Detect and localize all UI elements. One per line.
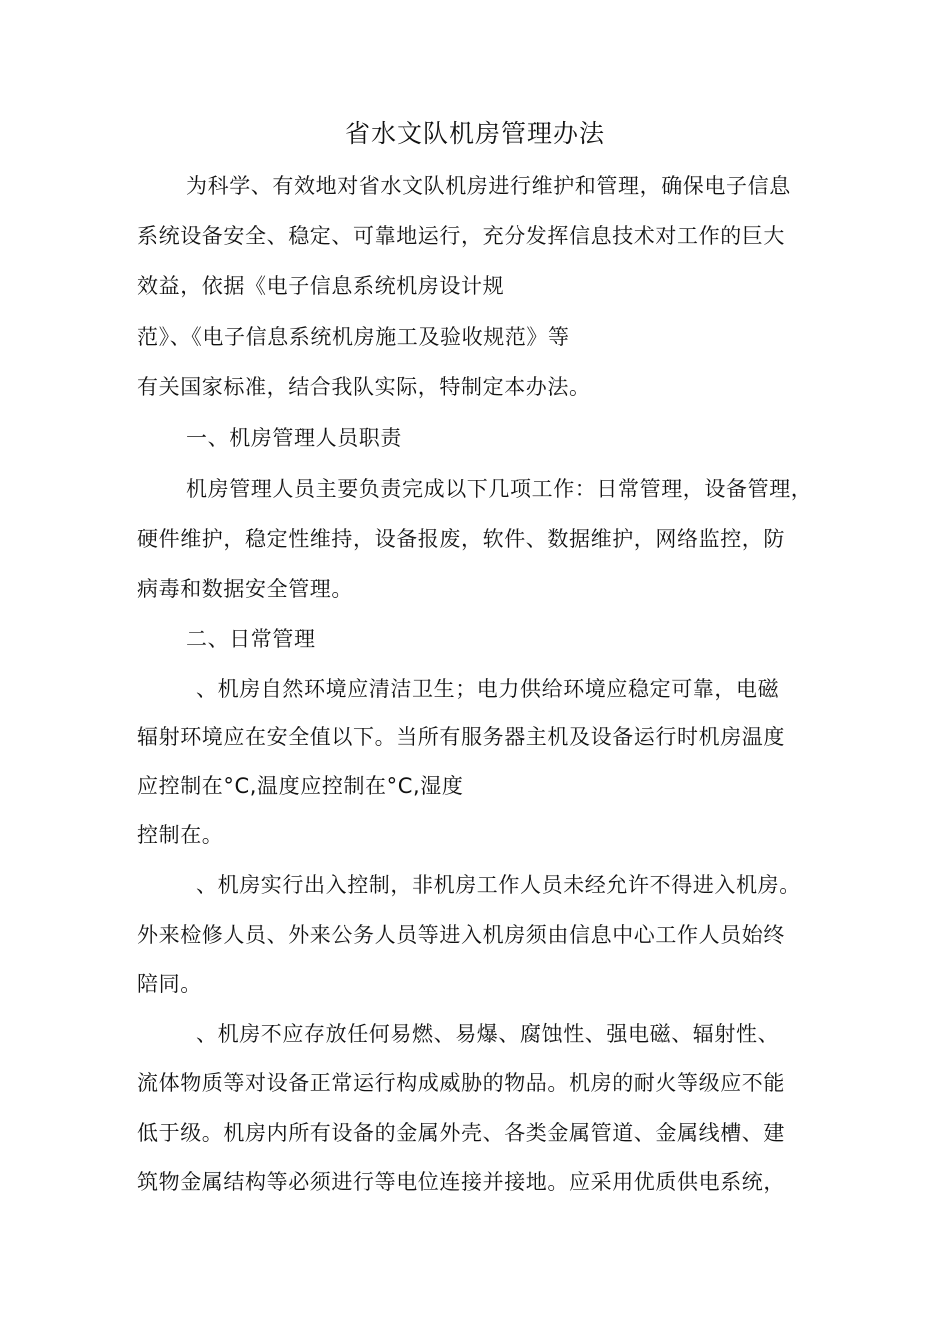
- paragraph-line: 应控制在°C,温度应控制在°C,湿度: [137, 774, 464, 798]
- paragraph-line: 外来检修人员、外来公务人员等进入机房须由信息中心工作人员始终: [137, 923, 785, 947]
- paragraph-line: 、机房自然环境应清洁卫生；电力供给环境应稳定可靠，电磁: [196, 677, 780, 701]
- paragraph-line: 为科学、有效地对省水文队机房进行维护和管理，确保电子信息: [186, 174, 791, 198]
- paragraph-line: 、机房不应存放任何易燃、易爆、腐蚀性、强电磁、辐射性、: [196, 1022, 780, 1046]
- paragraph-line: 低于级。机房内所有设备的金属外壳、各类金属管道、金属线槽、建: [137, 1121, 785, 1145]
- paragraph-line: 辐射环境应在安全值以下。当所有服务器主机及设备运行时机房温度: [137, 725, 785, 749]
- paragraph-line: 、机房实行出入控制，非机房工作人员未经允许不得进入机房。: [196, 873, 801, 897]
- paragraph-line: 效益，依据《电子信息系统机房设计规: [137, 274, 505, 298]
- paragraph-line: 范》、《电子信息系统机房施工及验收规范》等: [137, 325, 570, 349]
- paragraph-line: 硬件维护，稳定性维持，设备报废，软件、数据维护，网络监控，防: [137, 527, 785, 551]
- section-heading: 二、日常管理: [186, 627, 316, 651]
- paragraph-line: 陪同。: [137, 972, 202, 996]
- paragraph-line: 流体物质等对设备正常运行构成威胁的物品。机房的耐火等级应不能: [137, 1071, 785, 1095]
- paragraph-line: 系统设备安全、稳定、可靠地运行，充分发挥信息技术对工作的巨大: [137, 224, 785, 248]
- paragraph-line: 筑物金属结构等必须进行等电位连接并接地。应采用优质供电系统，: [137, 1170, 785, 1194]
- paragraph-line: 病毒和数据安全管理。: [137, 577, 353, 601]
- paragraph-line: 机房管理人员主要负责完成以下几项工作：日常管理，设备管理，: [186, 477, 813, 501]
- paragraph-line: 有关国家标准，结合我队实际，特制定本办法。: [137, 375, 591, 399]
- paragraph-line: 控制在。: [137, 823, 224, 847]
- document-title: 省水文队机房管理办法: [344, 119, 605, 148]
- section-heading: 一、机房管理人员职责: [186, 426, 402, 450]
